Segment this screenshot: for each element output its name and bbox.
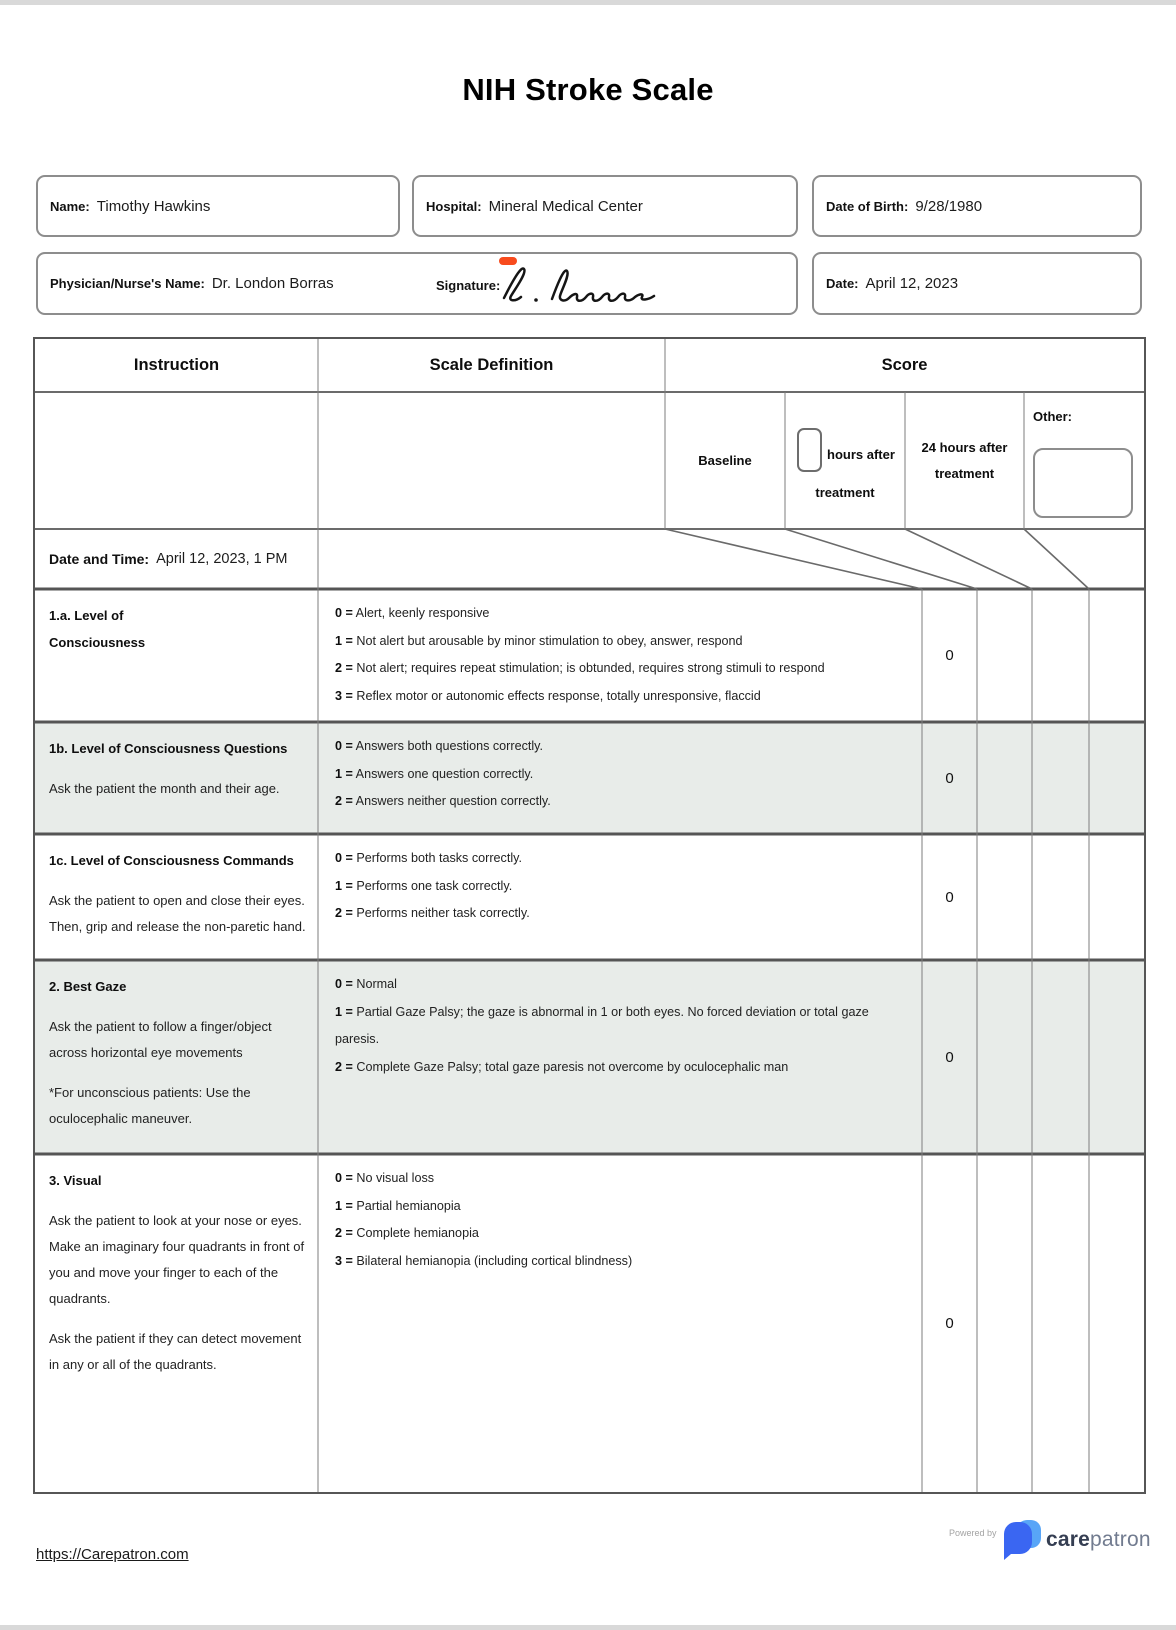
scan-edge-top xyxy=(0,0,1176,5)
date-field xyxy=(812,252,1142,315)
instruction-1a xyxy=(35,589,318,722)
definition-1c-1: 1 = Performs one task correctly. xyxy=(335,878,513,893)
powered-by-label: Powered by xyxy=(949,1528,997,1538)
definitions-1a xyxy=(318,589,922,722)
note-1c-1: Ask the patient to open and close their eyes. xyxy=(49,893,305,908)
note-3-1: Ask the patient to look at your nose or eyes. Make an imaginary four quadrants in front of you and move your finger to each of the quadrants. xyxy=(49,1213,305,1306)
score-baseline-2[interactable]: 0 xyxy=(945,1048,954,1066)
date-label: Date: xyxy=(826,276,859,291)
hours-after-treatment-checkbox[interactable] xyxy=(797,428,822,472)
note-2-1: Ask the patient to follow a finger/object across horizontal eye movements xyxy=(49,1019,272,1060)
definition-1c-0: 0 = Performs both tasks correctly. xyxy=(335,851,522,865)
brand-patron: patron xyxy=(1090,1528,1151,1551)
definitions-3 xyxy=(318,1154,922,1492)
date-of-birth-value: 9/28/1980 xyxy=(915,197,983,215)
row-title-1a-line2: Consciousness xyxy=(49,635,146,650)
carepatron-link[interactable]: https://Carepatron.com xyxy=(36,1546,189,1563)
score-column-other xyxy=(1024,392,1144,529)
date-time-value: April 12, 2023, 1 PM xyxy=(156,551,288,567)
row-title-1b: 1b. Level of Consciousness Questions xyxy=(49,741,288,756)
instruction-1b xyxy=(35,722,318,834)
definition-1b-1: 1 = Answers one question correctly. xyxy=(335,766,534,781)
date-time-row xyxy=(35,529,669,589)
name-label: Name: xyxy=(50,198,90,214)
note-1c-2: Then, grip and release the non-paretic hand. xyxy=(49,919,306,934)
definition-1b-0: 0 = Answers both questions correctly. xyxy=(335,739,544,753)
note-2-2: *For unconscious patients: Use the oculocephalic maneuver. xyxy=(49,1085,251,1126)
physician-name-value: Dr. London Borras xyxy=(211,275,334,292)
definition-1a-2: 2 = Not alert; requires repeat stimulation; is obtunded, requires strong stimuli to respond xyxy=(335,661,825,675)
instruction-1c xyxy=(35,834,318,960)
hours-after-line1: hours after xyxy=(827,447,895,462)
name-value: Timothy Hawkins xyxy=(96,197,211,215)
signature-image xyxy=(490,256,710,312)
score-baseline-1c[interactable]: 0 xyxy=(945,888,954,906)
definitions-1b xyxy=(318,722,922,834)
physician-name-label: Physician/Nurse's Name: xyxy=(50,276,205,291)
hospital-value: Mineral Medical Center xyxy=(488,197,643,215)
hospital-field xyxy=(412,175,798,237)
carepatron-wordmark xyxy=(1046,1528,1151,1552)
physician-signature-field xyxy=(36,252,798,315)
definitions-2 xyxy=(318,960,922,1154)
other-input-box[interactable] xyxy=(1033,448,1133,518)
row-title-1a: 1.a. Level of xyxy=(49,608,124,623)
instruction-2 xyxy=(35,960,318,1154)
carepatron-logo-icon xyxy=(1000,1518,1044,1566)
score-baseline-3[interactable]: 0 xyxy=(945,1314,954,1332)
page-title: NIH Stroke Scale xyxy=(462,72,714,107)
note-3-2: Ask the patient if they can detect movement in any or all of the quadrants. xyxy=(49,1331,302,1372)
score-column-24-hours xyxy=(905,392,1024,529)
other-label: Other: xyxy=(1033,409,1072,424)
signature-label: Signature: xyxy=(436,278,501,293)
date-of-birth-field xyxy=(812,175,1142,237)
definitions-1c xyxy=(318,834,922,960)
definition-2-2: 2 = Complete Gaze Palsy; total gaze paresis not overcome by oculocephalic man xyxy=(335,1059,789,1074)
scan-edge-bottom xyxy=(0,1625,1176,1630)
name-field xyxy=(36,175,400,237)
h24-line2: treatment xyxy=(934,465,995,481)
hospital-label: Hospital: xyxy=(426,198,482,214)
hours-after-line2: treatment xyxy=(815,485,875,500)
score-baseline-1b[interactable]: 0 xyxy=(945,769,954,787)
definition-2-0: 0 = Normal xyxy=(335,977,397,991)
row-title-2: 2. Best Gaze xyxy=(49,979,127,994)
definition-1a-1: 1 = Not alert but arousable by minor stimulation to obey, answer, respond xyxy=(335,633,743,648)
h24-line1: 24 hours after xyxy=(921,439,1008,455)
row-title-3: 3. Visual xyxy=(49,1173,102,1188)
column-header-instruction: Instruction xyxy=(133,356,220,374)
definition-1c-2: 2 = Performs neither task correctly. xyxy=(335,906,530,920)
stroke-scale-table xyxy=(33,337,1146,1494)
definition-1a-3: 3 = Reflex motor or autonomic effects response, totally unresponsive, flaccid xyxy=(335,688,761,703)
brand-care: care xyxy=(1046,1528,1091,1551)
note-1b: Ask the patient the month and their age. xyxy=(49,781,280,796)
definition-3-0: 0 = No visual loss xyxy=(335,1171,435,1185)
row-title-1c: 1c. Level of Consciousness Commands xyxy=(49,853,294,868)
score-column-baseline: Baseline xyxy=(698,452,752,468)
definition-2-1: 1 = Partial Gaze Palsy; the gaze is abnormal in 1 or both eyes. No forced deviation or total gaze paresis. xyxy=(335,1004,869,1046)
definition-1b-2: 2 = Answers neither question correctly. xyxy=(335,794,551,808)
date-of-birth-label: Date of Birth: xyxy=(826,198,909,214)
instruction-3 xyxy=(35,1154,318,1492)
date-value: April 12, 2023 xyxy=(865,275,959,292)
definition-3-3: 3 = Bilateral hemianopia (including cortical blindness) xyxy=(335,1253,633,1268)
definition-3-1: 1 = Partial hemianopia xyxy=(335,1198,461,1213)
date-time-label: Date and Time: xyxy=(49,551,150,567)
score-baseline-1a[interactable]: 0 xyxy=(945,647,954,664)
column-header-score: Score xyxy=(881,356,928,374)
column-header-scale-definition: Scale Definition xyxy=(429,356,554,374)
definition-3-2: 2 = Complete hemianopia xyxy=(335,1226,479,1240)
definition-1a-0: 0 = Alert, keenly responsive xyxy=(335,606,490,620)
score-column-hours-after-treatment xyxy=(785,392,905,529)
